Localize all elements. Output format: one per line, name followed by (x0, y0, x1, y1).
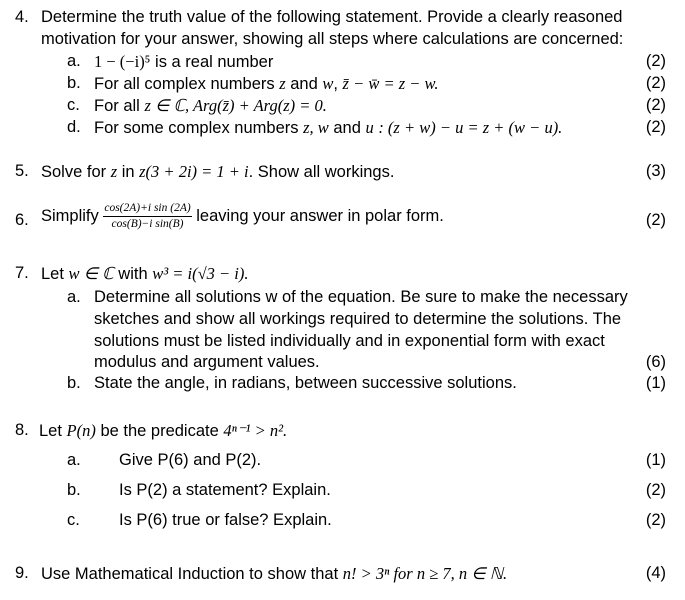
q8-part-b-label: b. (67, 481, 81, 499)
question-9-number: 9. (15, 564, 29, 582)
q8-part-a-label: a. (67, 451, 81, 469)
q7-part-a-line-2: sketches and show all workings required to determine the solutions. The (94, 310, 622, 328)
q7-part-a-line-1: Determine all solutions w of the equation. Be sure to make the necessary (94, 288, 628, 306)
q7-part-b-text: State the angle, in radians, between successive solutions. (94, 374, 517, 392)
question-9-text: Use Mathematical Induction to show that n! > 3ⁿ for n ≥ 7, n ∈ ℕ. (41, 564, 508, 583)
q4-part-d-marks: (2) (645, 118, 666, 136)
q4-part-b-label: b. (67, 74, 81, 92)
q7-part-b-label: b. (67, 374, 81, 392)
simplify-fraction (103, 202, 191, 231)
question-6-marks: (2) (645, 211, 666, 229)
question-8-text: Let P(n) be the predicate 4ⁿ⁻¹ > n². (39, 421, 288, 440)
q8-part-c-text: Is P(6) true or false? Explain. (119, 511, 332, 529)
q4-part-c-label: c. (67, 96, 80, 114)
question-5-number: 5. (15, 162, 29, 180)
q8-part-c-label: c. (67, 511, 80, 529)
q4-part-c-marks: (2) (645, 96, 666, 114)
q8-part-a-text: Give P(6) and P(2). (119, 451, 262, 469)
q4-part-c-text: For all z ∈ ℂ, Arg(z̄) + Arg(z) = 0. (94, 96, 327, 115)
q7-part-a-label: a. (67, 288, 81, 306)
q4-part-b-marks: (2) (645, 74, 666, 92)
q8-part-a-marks: (1) (645, 451, 666, 469)
q7-part-b-marks: (1) (645, 374, 666, 392)
question-4-line-1: Determine the truth value of the following statement. Provide a clearly reasoned (41, 8, 623, 26)
q4-part-a-marks: (2) (645, 52, 666, 70)
q7-part-a-line-3: solutions must be listed individually and in exponential form with exact (94, 332, 605, 350)
question-5-text: Solve for z in z(3 + 2i) = 1 + i. Show all workings. (41, 162, 395, 181)
question-7-number: 7. (15, 264, 29, 282)
q4-part-b-text: For all complex numbers z and w, z̄ − w̄ = z − w. (94, 74, 439, 93)
q4-part-d-text: For some complex numbers z, w and u : (z + w) − u = z + (w − u). (94, 118, 563, 137)
fraction-denominator: cos(B)−i sin(B) (111, 218, 184, 230)
fraction-numerator: cos(2A)+i sin (2A) (103, 202, 191, 217)
q4-part-a-text: 1 − (−i)⁵ is a real number (94, 52, 274, 71)
q8-part-b-marks: (2) (645, 481, 666, 499)
question-4-line-2: motivation for your answer, showing all steps where calculations are concerned: (41, 30, 624, 48)
question-8-number: 8. (15, 421, 29, 439)
question-6-number: 6. (15, 211, 29, 229)
q8-part-c-marks: (2) (645, 511, 666, 529)
question-5-marks: (3) (645, 162, 666, 180)
q7-part-a-line-4: modulus and argument values. (94, 353, 320, 371)
question-9-marks: (4) (645, 564, 666, 582)
question-7-text: Let w ∈ ℂ with w³ = i(√3 − i). (41, 264, 249, 283)
q7-part-a-marks: (6) (645, 353, 666, 371)
question-6-text: Simplify $\frac{\text{cos(2A)+i sin (2A)}}{\text{cos(B)−i sin(B)}}$ leaving your answer in polar form. (41, 202, 444, 230)
q4-part-d-label: d. (67, 118, 81, 136)
q4-part-a-label: a. (67, 52, 81, 70)
q8-part-b-text: Is P(2) a statement? Explain. (119, 481, 331, 499)
question-4-number: 4. (15, 8, 29, 26)
